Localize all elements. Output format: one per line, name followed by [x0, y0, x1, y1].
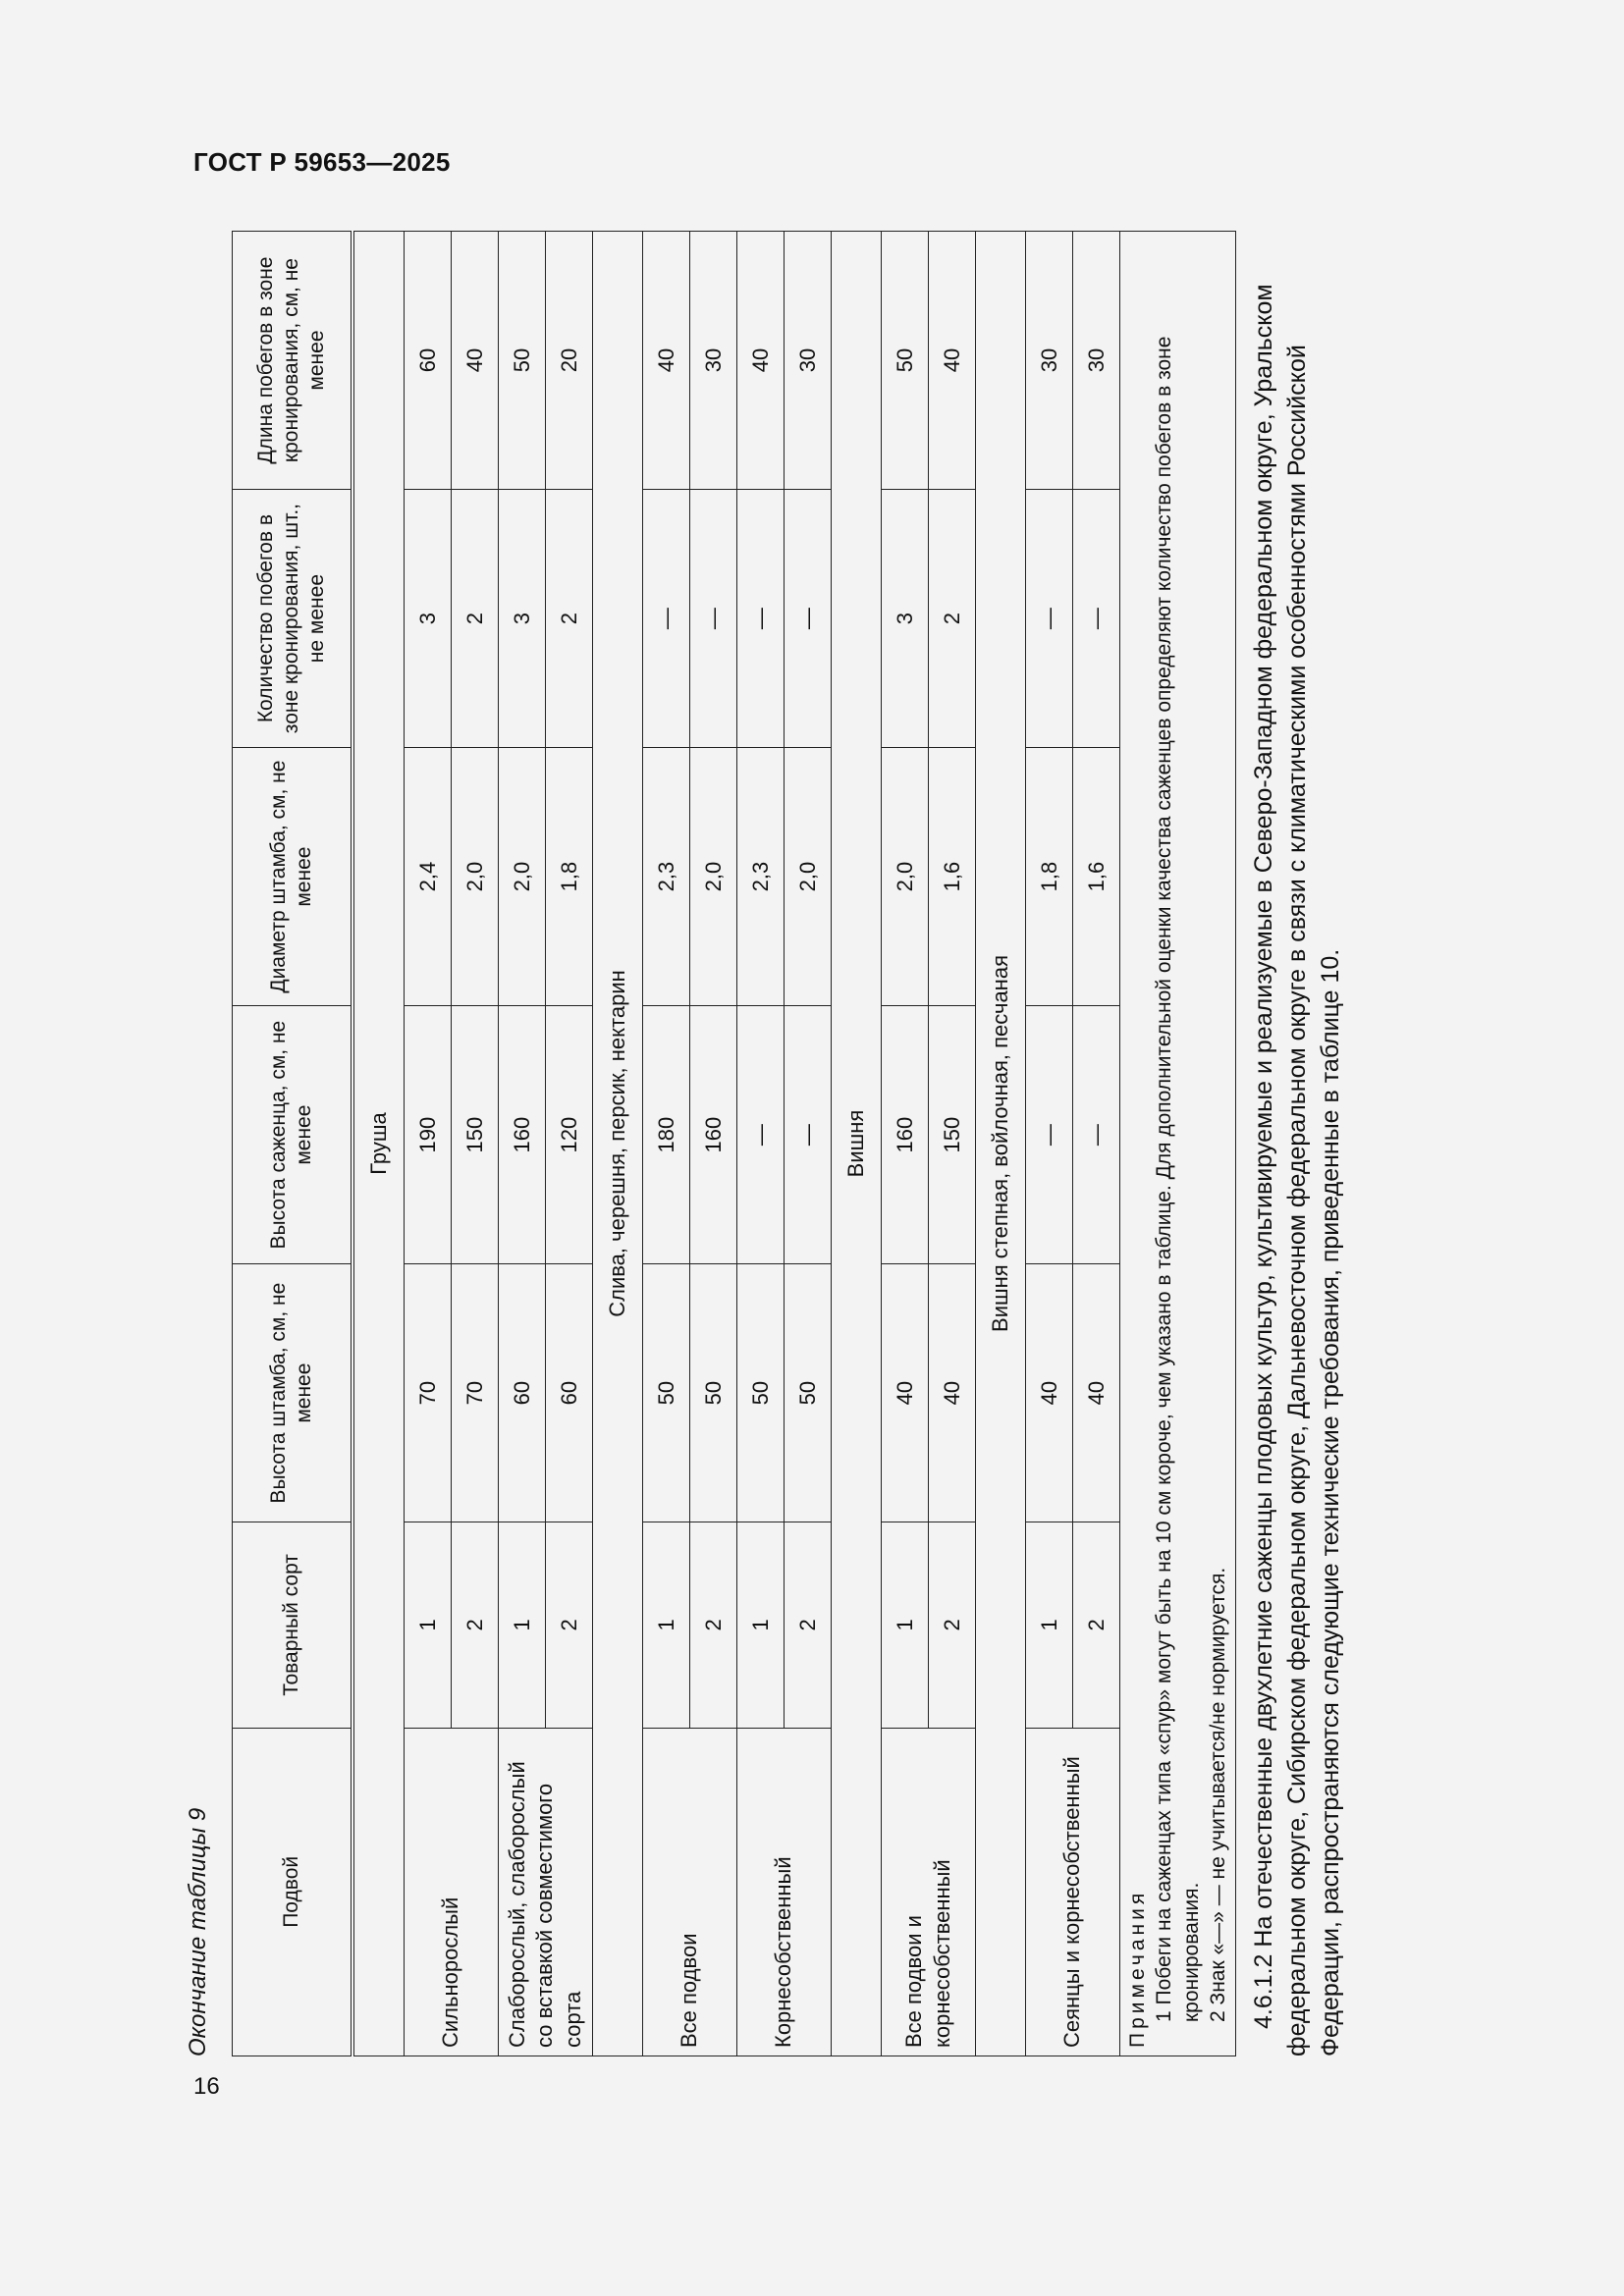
notes-cell	[1120, 232, 1236, 2056]
header-plant-height: Высота саженца, см, не менее	[233, 1006, 353, 1264]
shoot-length-cell: 30	[690, 232, 737, 490]
notes-title: Примечания	[1126, 1889, 1149, 2048]
plant-height-cell: 160	[882, 1006, 929, 1264]
section-title: Вишня степная, войлочная, песчаная	[976, 232, 1026, 2056]
section-title: Слива, черешня, персик, нектарин	[593, 232, 643, 2056]
stock-cell: Слаборослый, слаборослый со вставкой совместимого сорта	[499, 1728, 593, 2056]
header-stem-height: Высота штамба, см, не менее	[233, 1264, 353, 1522]
paragraph-4-6-1-2: 4.6.1.2 На отечественные двухлетние саженцы плодовых культур, культивируемые и реализуемые в Северо-Западном федеральном округе, Уральском федеральном округе, Сибирском федеральном округе, Дальневосточном федеральном округе в связи с климатическими особенностями Российской Федерации, распространяются следующие технические требования, приведенные в таблице 10.	[1250, 284, 1344, 2056]
grade-cell: 1	[405, 1522, 452, 1729]
plant-height-cell: 160	[499, 1006, 546, 1264]
stem-height-cell: 70	[452, 1264, 499, 1522]
shoot-count-cell: —	[690, 490, 737, 748]
grade-cell: 1	[1026, 1522, 1073, 1729]
grade-cell: 2	[1073, 1522, 1120, 1729]
plant-height-cell: 180	[643, 1006, 690, 1264]
stock-cell: Сеянцы и корнесобственный	[1026, 1728, 1120, 2056]
stem-diameter-cell: 1,8	[1026, 748, 1073, 1006]
table-header-row	[233, 232, 353, 2056]
table-row	[643, 232, 690, 2056]
stock-cell: Все подвои	[643, 1728, 737, 2056]
requirements-table	[232, 231, 1236, 2056]
table-row	[1026, 232, 1073, 2056]
section-row-pear	[352, 232, 405, 2056]
grade-cell: 1	[643, 1522, 690, 1729]
grade-cell: 1	[499, 1522, 546, 1729]
plant-height-cell: —	[1073, 1006, 1120, 1264]
grade-cell: 2	[546, 1522, 593, 1729]
stem-diameter-cell: 2,4	[405, 748, 452, 1006]
section-title: Груша	[352, 232, 405, 2056]
shoot-length-cell: 40	[452, 232, 499, 490]
shoot-length-cell: 50	[499, 232, 546, 490]
stem-height-cell: 50	[690, 1264, 737, 1522]
stem-diameter-cell: 2,0	[499, 748, 546, 1006]
shoot-length-cell: 30	[1026, 232, 1073, 490]
shoot-length-cell: 30	[785, 232, 832, 490]
header-shoot-count: Количество побегов в зоне кронирования, шт., не менее	[233, 490, 353, 748]
header-stock: Подвой	[233, 1728, 353, 2056]
stem-diameter-cell: 2,0	[690, 748, 737, 1006]
section-row-cherry	[832, 232, 882, 2056]
plant-height-cell: 160	[690, 1006, 737, 1264]
plant-height-cell: —	[737, 1006, 785, 1264]
page-number: 16	[193, 2073, 220, 2100]
table-row	[882, 232, 929, 2056]
shoot-length-cell: 20	[546, 232, 593, 490]
section-row-plum	[593, 232, 643, 2056]
grade-cell: 2	[929, 1522, 976, 1729]
header-stem-diameter: Диаметр штамба, см, не менее	[233, 748, 353, 1006]
stem-height-cell: 50	[643, 1264, 690, 1522]
grade-cell: 2	[452, 1522, 499, 1729]
shoot-count-cell: —	[737, 490, 785, 748]
shoot-length-cell: 60	[405, 232, 452, 490]
stem-height-cell: 70	[405, 1264, 452, 1522]
shoot-count-cell: —	[1073, 490, 1120, 748]
stem-height-cell: 60	[546, 1264, 593, 1522]
document-header: ГОСТ Р 59653—2025	[193, 147, 451, 177]
table-caption: Окончание таблицы 9	[185, 1807, 211, 2056]
table-row	[405, 232, 452, 2056]
note-2: 2 Знак «—» — не учитывается/не нормируется.	[1206, 1567, 1229, 2022]
shoot-count-cell: —	[1026, 490, 1073, 748]
stock-cell: Все подвои и корнесобственный	[882, 1728, 976, 2056]
section-row-steppe-cherry	[976, 232, 1026, 2056]
table-row	[499, 232, 546, 2056]
stem-diameter-cell: 2,0	[882, 748, 929, 1006]
stem-height-cell: 60	[499, 1264, 546, 1522]
notes-row	[1120, 232, 1236, 2056]
note-1	[1151, 240, 1205, 2048]
plant-height-cell: 120	[546, 1006, 593, 1264]
stem-height-cell: 50	[785, 1264, 832, 1522]
grade-cell: 2	[690, 1522, 737, 1729]
stem-diameter-cell: 2,3	[643, 748, 690, 1006]
stem-height-cell: 40	[929, 1264, 976, 1522]
plant-height-cell: 190	[405, 1006, 452, 1264]
header-shoot-length: Длина побегов в зоне кронирования, см, не менее	[233, 232, 353, 490]
table-row	[737, 232, 785, 2056]
plant-height-cell: —	[1026, 1006, 1073, 1264]
stock-cell: Сильнорослый	[405, 1728, 499, 2056]
stem-height-cell: 40	[1073, 1264, 1120, 1522]
stem-diameter-cell: 2,3	[737, 748, 785, 1006]
header-grade: Товарный сорт	[233, 1522, 353, 1729]
shoot-count-cell: 3	[499, 490, 546, 748]
grade-cell: 1	[882, 1522, 929, 1729]
stem-diameter-cell: 1,8	[546, 748, 593, 1006]
stem-diameter-cell: 2,0	[452, 748, 499, 1006]
stock-cell: Корнесобственный	[737, 1728, 832, 2056]
rotated-page-content	[183, 226, 1400, 2061]
shoot-length-cell: 30	[1073, 232, 1120, 490]
plant-height-cell: —	[785, 1006, 832, 1264]
plant-height-cell: 150	[452, 1006, 499, 1264]
shoot-count-cell: 3	[405, 490, 452, 748]
section-title: Вишня	[832, 232, 882, 2056]
stem-height-cell: 50	[737, 1264, 785, 1522]
stem-height-cell: 40	[1026, 1264, 1073, 1522]
shoot-count-cell: —	[785, 490, 832, 748]
grade-cell: 1	[737, 1522, 785, 1729]
stem-height-cell: 40	[882, 1264, 929, 1522]
stem-diameter-cell: 2,0	[785, 748, 832, 1006]
stem-diameter-cell: 1,6	[929, 748, 976, 1006]
shoot-length-cell: 40	[929, 232, 976, 490]
stem-diameter-cell: 1,6	[1073, 748, 1120, 1006]
shoot-count-cell: 2	[546, 490, 593, 748]
shoot-count-cell: 3	[882, 490, 929, 748]
plant-height-cell: 150	[929, 1006, 976, 1264]
shoot-count-cell: —	[643, 490, 690, 748]
grade-cell: 2	[785, 1522, 832, 1729]
note-1-text: 1 Побеги на саженцах типа «спур» могут быть на 10 см короче, чем указано в таблице. Для дополнительной оценки качества саженцев определяют количество побегов в зоне кронирования.	[1153, 336, 1203, 2022]
shoot-length-cell: 40	[643, 232, 690, 490]
shoot-length-cell: 40	[737, 232, 785, 490]
shoot-length-cell: 50	[882, 232, 929, 490]
shoot-count-cell: 2	[452, 490, 499, 748]
shoot-count-cell: 2	[929, 490, 976, 748]
